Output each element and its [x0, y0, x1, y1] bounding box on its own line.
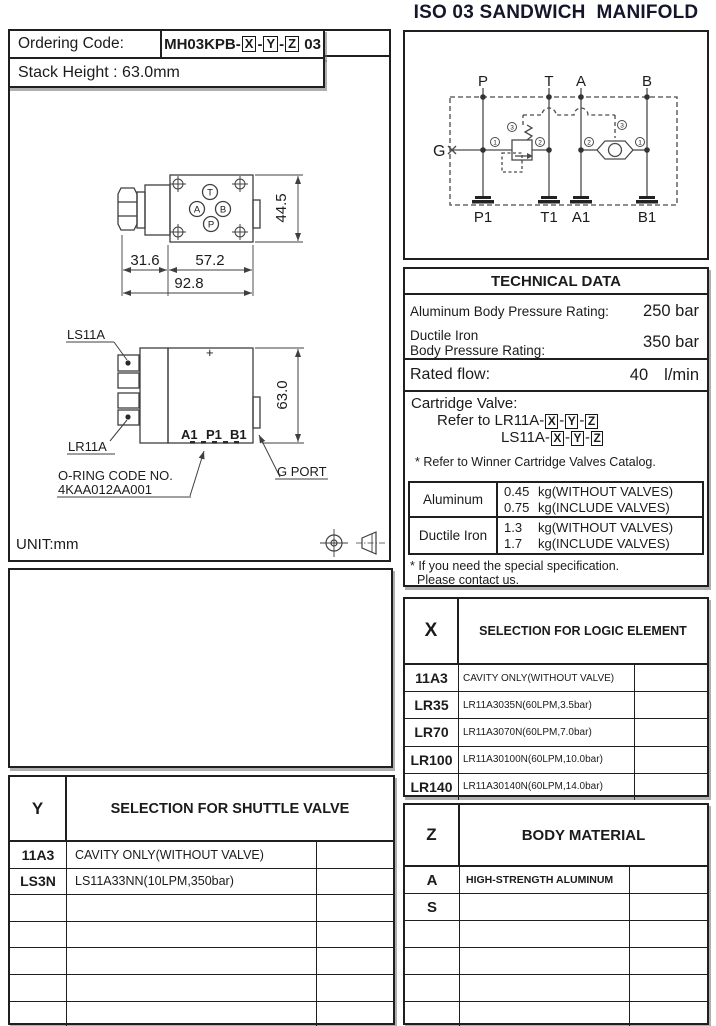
stack-height-box: Stack Height : 63.0mm	[8, 57, 325, 88]
technical-data-panel	[403, 267, 709, 587]
y-row-extra	[317, 869, 393, 895]
schematic-port-p: P	[477, 73, 489, 90]
z-table-code-header: Z	[405, 805, 460, 865]
y-row-extra	[317, 842, 393, 868]
cartridge-catalog-note: * Refer to Winner Cartridge Valves Catalog.	[415, 455, 656, 469]
x-row-desc: LR11A30100N(60LPM,10.0bar)	[459, 747, 635, 773]
aluminum-rating-label: Aluminum Body Pressure Rating:	[410, 303, 609, 319]
ordering-code-label: Ordering Code:	[10, 31, 162, 57]
rated-flow-row	[405, 360, 707, 392]
page-title: ISO 03 SANDWICH MANIFOLD	[413, 2, 699, 23]
schematic-port-t1: T1	[540, 209, 558, 226]
y-row-extra	[317, 895, 393, 921]
weight-al-unit1: kg(WITHOUT VALVES)	[538, 484, 674, 499]
cartridge-sep4: -	[584, 429, 590, 446]
aluminum-rating-value: 250 bar	[643, 301, 699, 320]
rated-flow-unit: l/min	[664, 365, 699, 384]
y-row-desc	[67, 1002, 317, 1026]
y-table-title: SELECTION FOR SHUTTLE VALVE	[110, 800, 350, 817]
y-row-extra	[317, 922, 393, 948]
ordering-z-box: Z	[285, 36, 299, 52]
z-row-code	[405, 921, 460, 947]
y-row-code	[10, 975, 67, 1001]
table-row	[10, 869, 393, 896]
pressure-rating-iron-row	[405, 327, 707, 360]
cartridge-heading: Cartridge Valve:	[411, 395, 518, 412]
weight-table	[408, 481, 704, 555]
y-row-extra	[317, 975, 393, 1001]
table-row	[405, 867, 707, 894]
port-pads	[472, 196, 658, 204]
table-row	[405, 665, 707, 692]
y-row-extra	[317, 948, 393, 974]
x-row-extra	[635, 665, 707, 691]
y-row-code	[10, 948, 67, 974]
special-spec-note-line1: * If you need the special specification.	[410, 559, 620, 573]
table-row	[405, 774, 707, 800]
y-row-code: 11A3	[10, 842, 67, 868]
lr-valve-nuts	[118, 393, 139, 425]
port-a1-label: A1	[181, 427, 198, 442]
schematic-port-a: A	[575, 73, 587, 90]
table-row	[10, 842, 393, 869]
ordering-sep2: -	[279, 35, 285, 53]
weight-al-val2: 0.75	[504, 499, 530, 515]
z-row-desc	[460, 921, 630, 947]
x-row-code: LR140	[405, 774, 459, 800]
x-row-extra	[635, 719, 707, 745]
dim-44-5: 44.5	[273, 193, 290, 223]
x-row-extra	[635, 747, 707, 773]
cartridge-y2: Y	[571, 431, 584, 446]
cartridge-lr-prefix: Refer to LR11A-	[437, 412, 545, 429]
oring-code-line1: O-RING CODE NO.	[58, 468, 173, 483]
pressure-rating-aluminum-row	[405, 295, 707, 327]
x-row-desc: CAVITY ONLY(WITHOUT VALVE)	[459, 665, 635, 691]
oring-code-line2: 4KAA012AA001	[58, 482, 152, 497]
schematic-port-b1: B1	[637, 209, 657, 226]
x-row-desc: LR11A3035N(60LPM,3.5bar)	[459, 692, 635, 718]
z-row-extra	[630, 894, 707, 920]
front-view-drawing	[18, 325, 338, 505]
x-row-extra	[635, 774, 707, 800]
port-p-label: P	[207, 219, 215, 231]
cartridge-x1: X	[545, 414, 558, 429]
relief-valve-symbol	[502, 125, 533, 172]
hydraulic-schematic	[403, 30, 709, 260]
y-selection-table	[8, 775, 395, 1025]
y-row-desc: LS11A33NN(10LPM,350bar)	[67, 869, 317, 895]
weight-al-line2	[504, 500, 702, 516]
z-row-desc	[460, 948, 630, 974]
table-row	[405, 747, 707, 774]
marker-3b: 3	[620, 122, 624, 130]
port-b1-label: B1	[230, 427, 247, 442]
z-row-code	[405, 1002, 460, 1026]
table-row	[10, 895, 393, 922]
weight-material-iron: Ductile Iron	[410, 518, 498, 553]
weight-al-val1: 0.45	[504, 484, 530, 499]
cartridge-refer-lr	[405, 412, 707, 429]
unit-note: UNIT:mm	[16, 536, 79, 553]
y-row-desc	[67, 895, 317, 921]
plus-mark: +	[206, 345, 214, 360]
x-row-code: LR100	[405, 747, 459, 773]
weight-fe-unit2: kg(INCLUDE VALVES)	[538, 535, 670, 551]
z-row-code	[405, 975, 460, 1001]
marker-2b: 2	[587, 139, 591, 147]
x-row-code: LR70	[405, 719, 459, 745]
weight-fe-unit1: kg(WITHOUT VALVES)	[538, 520, 674, 535]
x-table-code-header: X	[405, 599, 459, 663]
table-row	[405, 719, 707, 746]
weight-fe-line1	[504, 520, 702, 536]
table-row	[405, 975, 707, 1002]
weight-material-aluminum: Aluminum	[410, 483, 498, 516]
z-row-extra	[630, 867, 707, 893]
schematic-port-b: B	[641, 73, 653, 90]
schematic-port-p1: P1	[473, 209, 493, 226]
cartridge-refer-ls	[405, 429, 707, 446]
iron-rating-label-line1: Ductile Iron	[410, 327, 479, 343]
cartridge-sep1: -	[559, 412, 565, 429]
spring-icon	[525, 125, 532, 140]
z-row-code: A	[405, 867, 460, 893]
y-row-code	[10, 1002, 67, 1026]
y-row-code	[10, 922, 67, 948]
weight-fe-val2: 1.7	[504, 535, 523, 551]
z-row-desc	[460, 975, 630, 1001]
table-row	[10, 948, 393, 975]
z-row-code: S	[405, 894, 460, 920]
special-spec-note	[405, 559, 707, 587]
port-b-label: B	[219, 204, 227, 216]
projection-symbols	[318, 526, 390, 560]
table-row	[405, 692, 707, 719]
dim-57-2: 57.2	[195, 252, 225, 269]
z-row-extra	[630, 975, 707, 1001]
weight-fe-line2	[504, 536, 702, 552]
cartridge-y1: Y	[565, 414, 578, 429]
x-table-title: SELECTION FOR LOGIC ELEMENT	[479, 624, 687, 638]
z-row-desc	[460, 894, 630, 920]
x-selection-table	[403, 597, 709, 797]
z-row-desc: HIGH-STRENGTH ALUMINUM	[460, 867, 630, 893]
marker-1b: 1	[638, 139, 642, 147]
x-row-code: 11A3	[405, 665, 459, 691]
ls-valve-nuts	[118, 355, 139, 388]
y-row-desc: CAVITY ONLY(WITHOUT VALVE)	[67, 842, 317, 868]
x-row-desc: LR11A3070N(60LPM,7.0bar)	[459, 719, 635, 745]
port-p1-label: P1	[206, 427, 222, 442]
z-row-desc	[460, 1002, 630, 1026]
ordering-prefix: MH03KPB-	[164, 35, 241, 53]
dim-63-0: 63.0	[274, 380, 291, 410]
weight-al-line1	[504, 484, 702, 500]
datum-target-icon	[320, 529, 348, 557]
ls11a-label: LS11A	[67, 327, 106, 342]
special-spec-note-line2: Please contact us.	[417, 573, 520, 587]
iron-rating-value: 350 bar	[643, 333, 699, 351]
weight-row-iron	[410, 518, 702, 553]
z-row-extra	[630, 921, 707, 947]
schematic-port-a1: A1	[571, 209, 591, 226]
pilot-line	[523, 108, 615, 138]
z-row-extra	[630, 1002, 707, 1026]
hex-nut	[118, 188, 137, 230]
cartridge-z1: Z	[585, 414, 597, 429]
empty-notes-panel	[8, 568, 393, 768]
y-row-code	[10, 895, 67, 921]
table-row	[405, 948, 707, 975]
weight-fe-val1: 1.3	[504, 520, 523, 535]
ordering-sep1: -	[257, 35, 263, 53]
cartridge-x2: X	[551, 431, 564, 446]
marker-3: 3	[510, 124, 514, 132]
y-row-desc	[67, 975, 317, 1001]
marker-2: 2	[538, 139, 542, 147]
ordering-code-value	[162, 31, 323, 57]
z-row-extra	[630, 948, 707, 974]
z-table-title: BODY MATERIAL	[521, 826, 646, 844]
y-row-code: LS3N	[10, 869, 67, 895]
iron-rating-label-line2: Body Pressure Rating:	[410, 342, 546, 358]
table-row	[405, 921, 707, 948]
rated-flow-label: Rated flow:	[410, 366, 491, 383]
table-row	[10, 1002, 393, 1026]
technical-data-header: TECHNICAL DATA	[405, 269, 707, 295]
rated-flow-value: 40	[629, 365, 649, 384]
dim-92-8: 92.8	[174, 275, 204, 292]
top-view-drawing	[105, 165, 310, 305]
schematic-g-label: G	[433, 143, 446, 160]
projection-cone-icon	[356, 532, 386, 554]
z-row-code	[405, 948, 460, 974]
x-row-desc: LR11A30140N(60LPM,14.0bar)	[459, 774, 635, 800]
z-selection-table	[403, 803, 709, 1025]
x-row-code: LR35	[405, 692, 459, 718]
y-row-extra	[317, 1002, 393, 1026]
table-row	[405, 894, 707, 921]
schematic-port-t: T	[544, 73, 554, 90]
cartridge-ls-prefix: LS11A-	[501, 429, 550, 446]
cartridge-valve-block	[405, 392, 707, 480]
ordering-y-box: Y	[263, 36, 278, 52]
cartridge-z2: Z	[591, 431, 603, 446]
ordering-row-line	[325, 55, 391, 57]
marker-1: 1	[493, 139, 497, 147]
table-row	[10, 922, 393, 949]
g-port-label: G PORT	[277, 464, 327, 479]
y-table-code-header: Y	[10, 777, 67, 840]
port-a-label: A	[193, 204, 201, 216]
cartridge-sep2: -	[579, 412, 585, 429]
ordering-suffix: 03	[304, 35, 321, 53]
shuttle-valve-symbol	[597, 141, 633, 159]
y-row-desc	[67, 948, 317, 974]
lr11a-label: LR11A	[68, 439, 107, 454]
port-t-label: T	[207, 187, 213, 199]
ordering-code-box	[8, 29, 325, 59]
y-row-desc	[67, 922, 317, 948]
table-row	[10, 975, 393, 1002]
table-row	[405, 1002, 707, 1026]
dim-31-6: 31.6	[130, 252, 160, 269]
x-row-extra	[635, 692, 707, 718]
weight-row-aluminum	[410, 483, 702, 518]
weight-al-unit2: kg(INCLUDE VALVES)	[538, 499, 670, 515]
cartridge-sep3: -	[564, 429, 570, 446]
ordering-x-box: X	[242, 36, 257, 52]
